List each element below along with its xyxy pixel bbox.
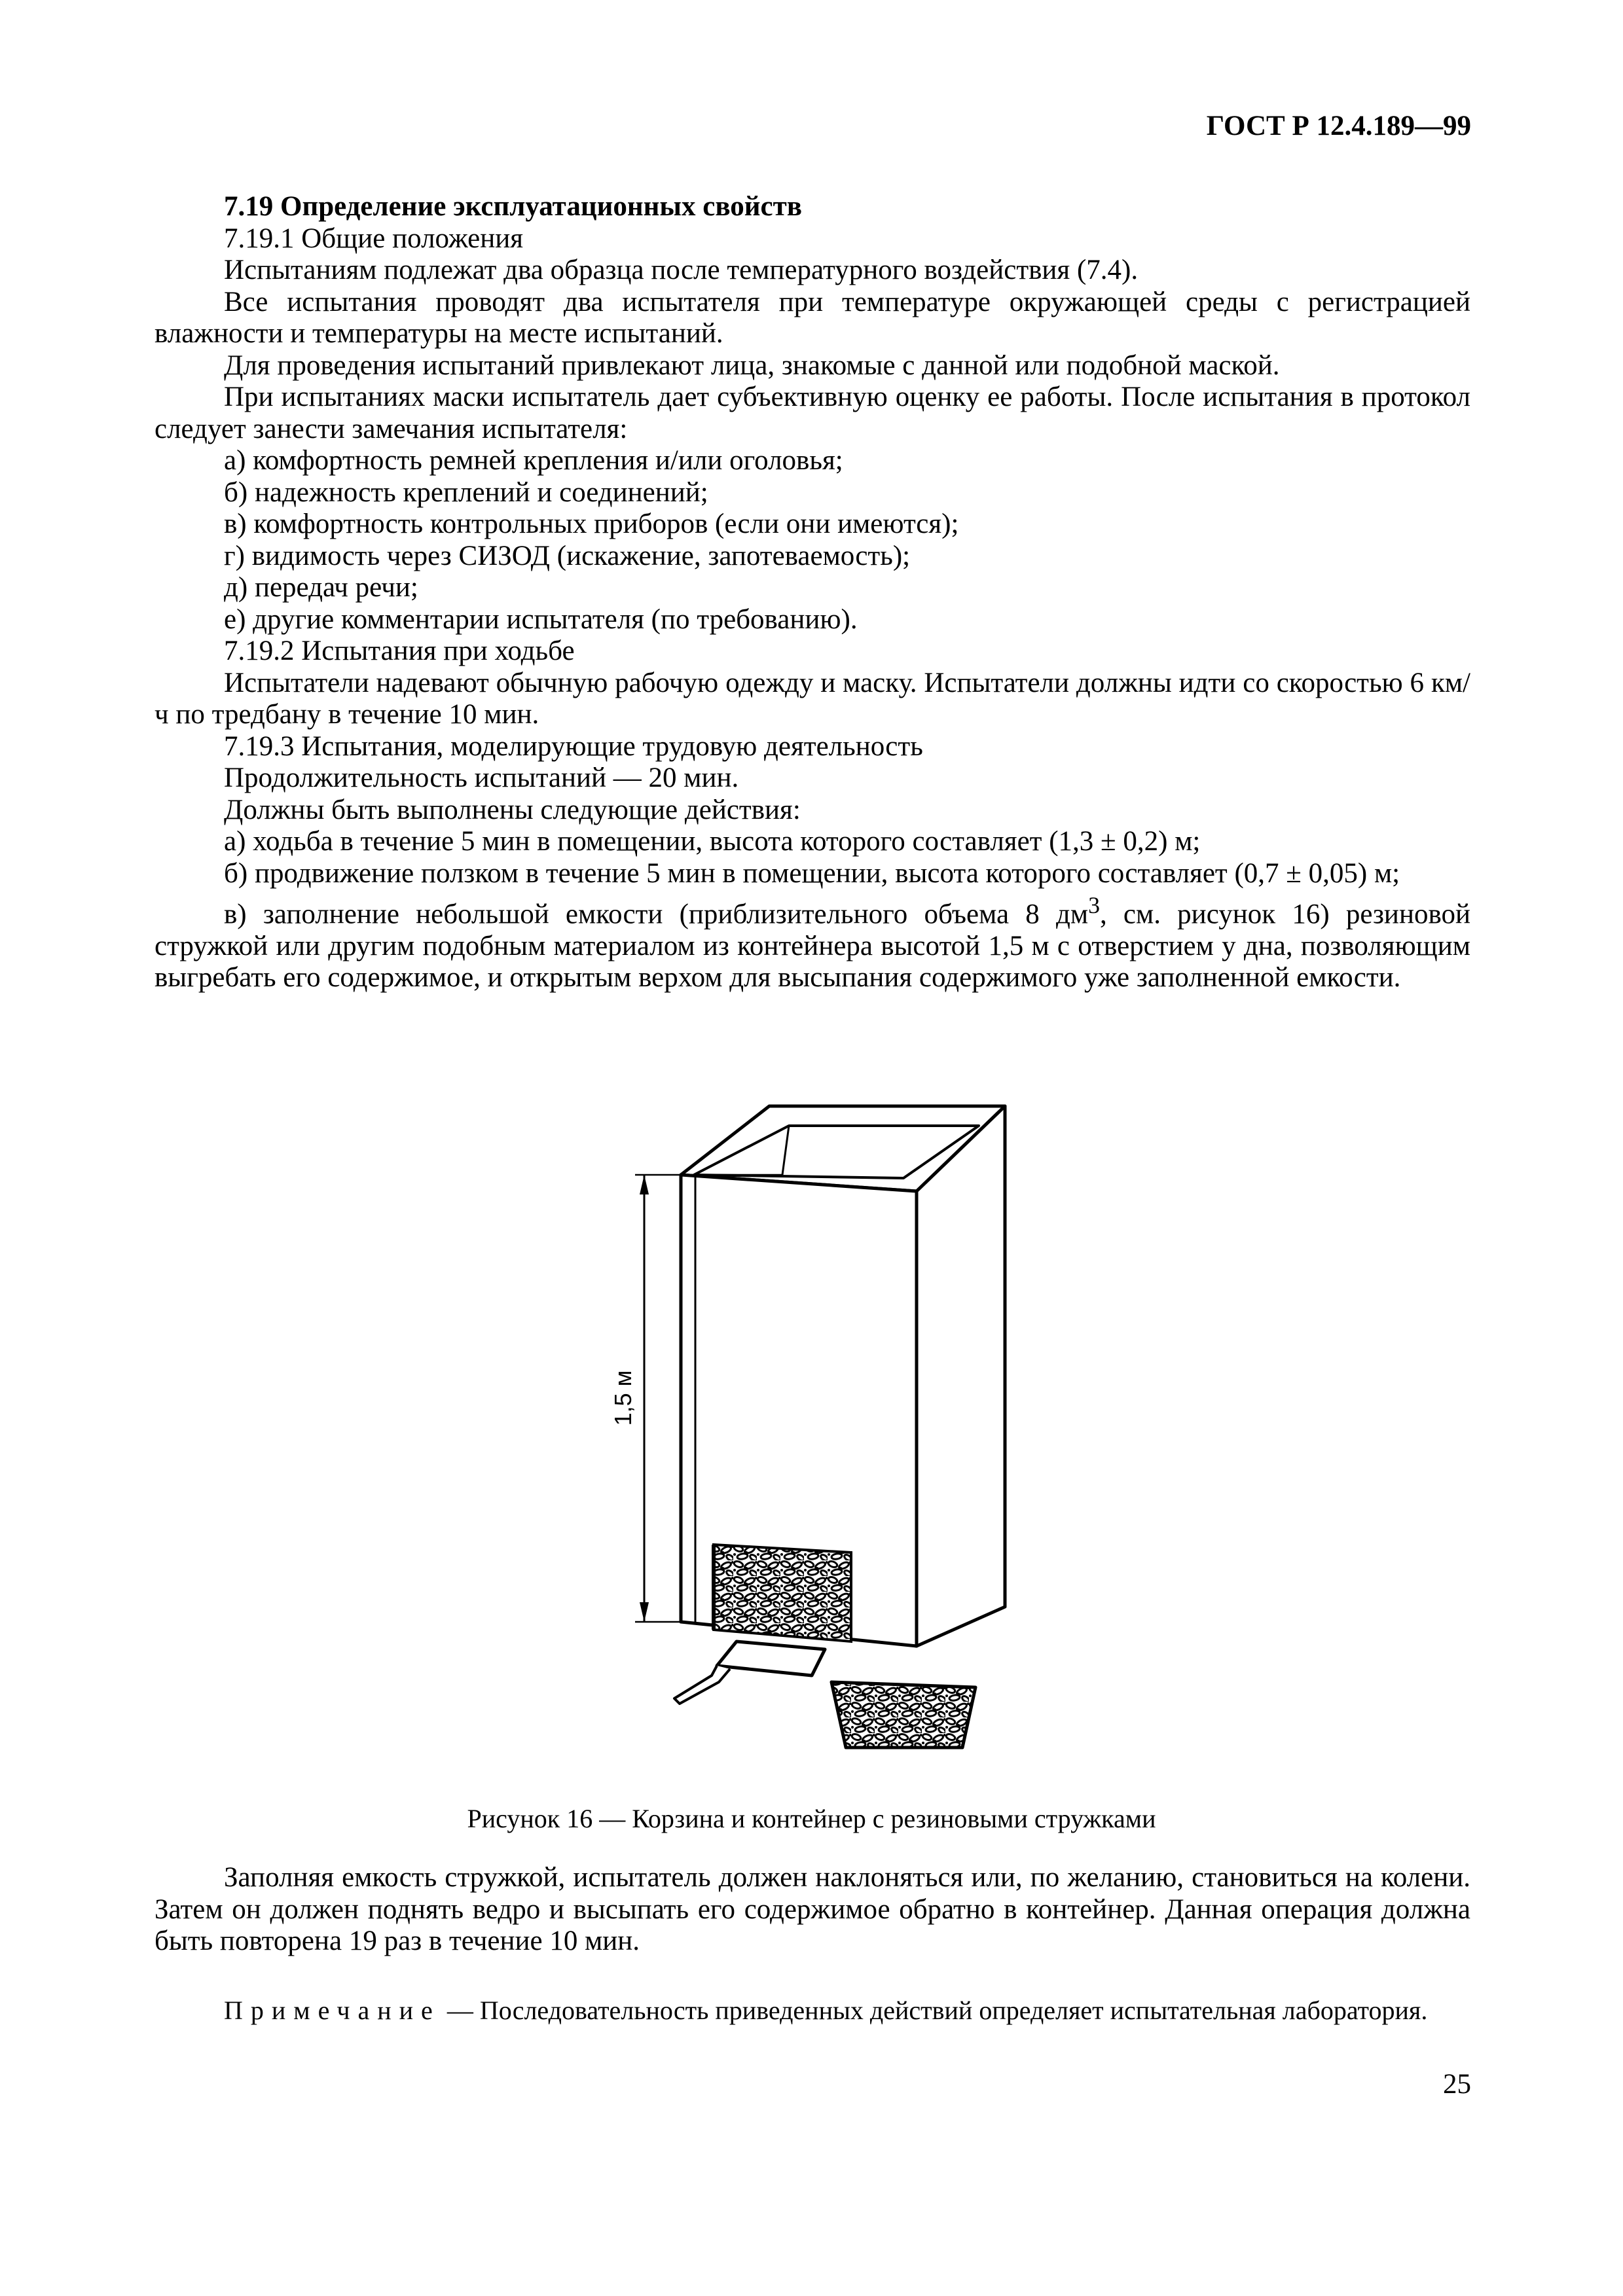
document-code: ГОСТ Р 12.4.189—99 <box>1206 111 1471 141</box>
subsection-heading: 7.19.2 Испытания при ходьбе <box>224 636 575 666</box>
list-item: б) надежность креплений и соединений; <box>224 476 708 508</box>
paragraph: Испытатели надевают обычную рабочую одежду и маску. Испытатели должны идти со скоростью 6 км/ч по тредбану в течение 10 мин. <box>155 667 1470 730</box>
small-container-basket <box>831 1682 976 1748</box>
section-7-19 <box>155 191 1470 994</box>
list-item: д) передач речи; <box>224 572 418 603</box>
action-c-text: в) заполнение небольшой емкости (приблизительного объема 8 дм <box>224 899 1089 930</box>
paragraph: Заполняя емкость стружкой, испытатель должен наклоняться или, по желанию, становиться на колени. Затем он должен поднять ведро и высыпать его содержимое обратно в контейнер. Данная операция должна быть повторена 19 раз в течение 10 мин. <box>155 1862 1470 1956</box>
dimension-label: 1,5 м <box>610 1370 636 1426</box>
scoop <box>674 1641 825 1704</box>
paragraph: Должны быть выполнены следующие действия: <box>224 794 801 825</box>
section-heading: 7.19 Определение эксплуатационных свойств <box>224 191 802 222</box>
list-item: а) комфортность ремней крепления и/или оголовья; <box>224 445 843 476</box>
subsection-heading: 7.19.3 Испытания, моделирующие трудовую деятельность <box>224 730 923 762</box>
page-number: 25 <box>1443 2069 1471 2100</box>
rubber-chips-opening <box>714 1545 851 1641</box>
paragraph: При испытаниях маски испытатель дает субъективную оценку ее работы. После испытания в протокол следует занести замечания испытателя: <box>155 382 1470 444</box>
text-after-figure <box>155 1862 1470 1958</box>
action-c-text-cont: , см. рисунок 16) резиновой стружкой или другим подобным материалом из контейнера высотой 1,5 м с отверстием у дна, позволяющим выгребать его содержимое, и открытым верхом для высыпания содержимого уже заполненной емкости. <box>155 899 1470 994</box>
figure-caption: Рисунок 16 — Корзина и контейнер с резиновыми стружками <box>467 1804 1156 1833</box>
container-and-basket-illustration <box>610 1073 1048 1754</box>
note <box>155 1995 1470 2026</box>
list-item: г) видимость через СИЗОД (искажение, запотеваемость); <box>224 540 911 571</box>
note-text: — Последовательность приведенных действий определяет испытательная лаборатория. <box>440 1996 1428 2025</box>
action-item: б) продвижение ползком в течение 5 мин в помещении, высота которого составляет (0,7 ± 0,05) м; <box>224 857 1400 889</box>
paragraph: Продолжительность испытаний — 20 мин. <box>224 762 739 793</box>
list-item: в) комфортность контрольных приборов (если они имеются); <box>224 509 959 539</box>
note-label: Примечание <box>224 1996 441 2025</box>
paragraph: Испытаниям подлежат два образца после температурного воздействия (7.4). <box>224 255 1139 285</box>
figure-16 <box>610 1073 1048 1754</box>
paragraph: 7.19.1 Общие положения <box>224 223 524 254</box>
list-item: е) другие комментарии испытателя (по требованию). <box>224 603 858 635</box>
superscript: 3 <box>1088 892 1100 918</box>
action-item: а) ходьба в течение 5 мин в помещении, высота которого составляет (1,3 ± 0,2) м; <box>224 826 1201 857</box>
paragraph: Все испытания проводят два испытателя при температуре окружающей среды с регистрацией влажности и температуры на месте испытаний. <box>155 286 1470 349</box>
paragraph: Для проведения испытаний привлекают лица, знакомые с данной или подобной маской. <box>224 350 1280 381</box>
dimension-line <box>635 1175 681 1622</box>
action-item-c <box>155 889 1470 994</box>
